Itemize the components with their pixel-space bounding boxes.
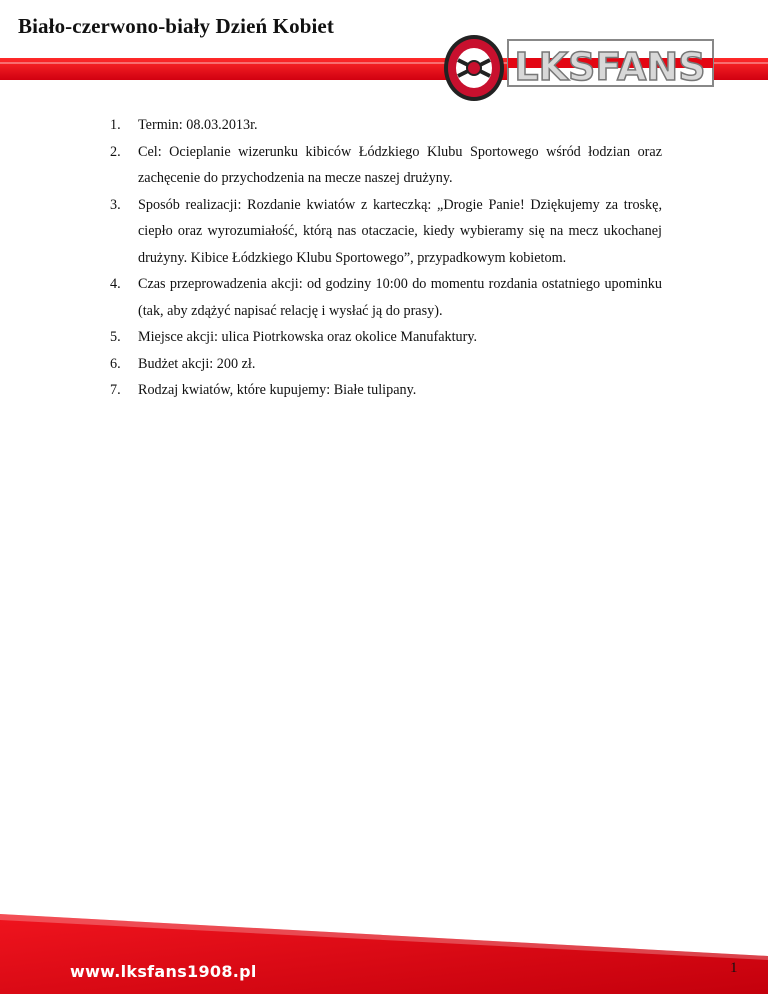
footer-website-link[interactable]: www.lksfans1908.pl xyxy=(70,962,257,981)
list-item-text: Cel: Ocieplanie wizerunku kibiców Łódzkiego Klubu Sportowego wśród łodzian oraz zachęcenie do przychodzenia na mecze naszej drużyny. xyxy=(138,143,662,186)
list-item-text: Termin: 08.03.2013r. xyxy=(138,117,258,133)
list-item xyxy=(110,324,662,351)
list-item-text: Czas przeprowadzenia akcji: od godziny 10:00 do momentu rozdania ostatniego upominku (tak, aby zdążyć napisać relację i wysłać ją do prasy). xyxy=(138,276,662,319)
svg-text:LKSFANS: LKSFANS xyxy=(514,45,706,89)
list-item xyxy=(110,351,662,378)
page-number: 1 xyxy=(730,960,738,976)
list-item xyxy=(110,192,662,272)
document-title: Biało-czerwono-biały Dzień Kobiet xyxy=(18,14,334,38)
list-item xyxy=(110,112,662,139)
list-item-number: 2. xyxy=(110,143,121,160)
list-item-text: Sposób realizacji: Rozdanie kwiatów z karteczką: „Drogie Panie! Dziękujemy za troskę, ciepło oraz wyrozumiałość, którą nas otaczacie, kiedy wybieramy się na mecz ukochanej drużyny. Kibice Łódzkiego Klubu Sportowego”, przypadkowym kobietom. xyxy=(138,196,662,266)
list-item xyxy=(110,377,662,404)
list-item-number: 6. xyxy=(110,355,121,372)
list-item xyxy=(110,271,662,324)
list-item-text: Rodzaj kwiatów, które kupujemy: Białe tulipany. xyxy=(138,382,417,398)
club-crest-icon xyxy=(444,35,504,101)
list-item-number: 4. xyxy=(110,276,121,292)
list-item-number: 5. xyxy=(110,329,121,345)
lksfans-logo xyxy=(438,30,720,104)
list-item-text: Miejsce akcji: ulica Piotrkowska oraz okolice Manufaktury. xyxy=(138,329,478,345)
list-item-number: 3. xyxy=(110,196,121,213)
list-item-number: 7. xyxy=(110,382,121,398)
list-item-text: Budżet akcji: 200 zł. xyxy=(138,355,256,372)
list-item-number: 1. xyxy=(110,117,121,133)
list-item xyxy=(110,139,662,192)
action-details-list xyxy=(110,112,662,404)
